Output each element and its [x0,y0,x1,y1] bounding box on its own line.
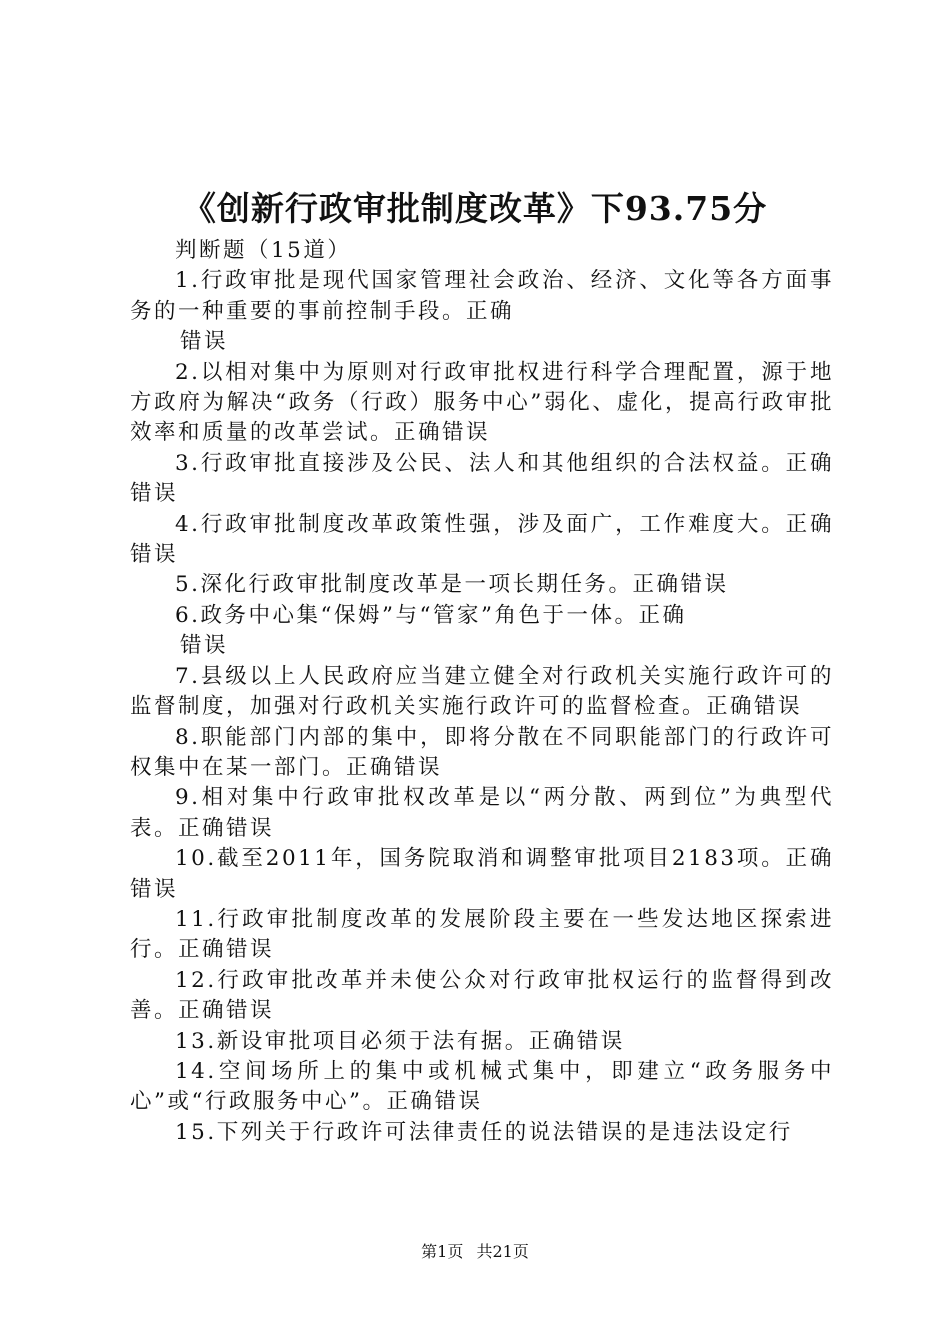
question-paragraph: 8.职能部门内部的集中，即将分散在不同职能部门的行政许可权集中在某一部门。正确错误 [130,724,834,780]
question-list [130,266,834,1148]
question-paragraph: 12.行政审批改革并未使公众对行政审批权运行的监督得到改善。正确错误 [130,967,834,1024]
document-body [130,236,834,1148]
section-heading: 判断题（15道） [175,238,352,263]
question-paragraph: 15.下列关于行政许可法律责任的说法错误的是违法设定行 [175,1119,793,1145]
question-paragraph: 3.行政审批直接涉及公民、法人和其他组织的合法权益。正确错误 [130,450,834,507]
question-paragraph: 6.政务中心集“保姆”与“管家”角色于一体。正确 [175,602,687,628]
question-paragraph: 4.行政审批制度改革政策性强，涉及面广，工作难度大。正确错误 [130,511,834,568]
page-footer [0,1240,950,1264]
question-paragraph: 1.行政审批是现代国家管理社会政治、经济、文化等各方面事务的一种重要的事前控制手段。正确 [130,268,834,324]
question-paragraph: 9.相对集中行政审批权改革是以“两分散、两到位”为典型代表。正确错误 [130,785,834,841]
document-title: 《创新行政审批制度改革》下93.75分 [182,189,768,228]
question-paragraph: 14.空间场所上的集中或机械式集中，即建立“政务服务中心”或“行政服务中心”。正确错误 [130,1058,834,1115]
page-total: 共21页 [476,1242,529,1261]
page-number: 第1页 [421,1242,464,1261]
question-paragraph: 7.县级以上人民政府应当建立健全对行政机关实施行政许可的监督制度，加强对行政机关实施行政许可的监督检查。正确错误 [130,663,834,720]
question-paragraph: 13.新设审批项目必须于法有据。正确错误 [175,1028,625,1054]
question-paragraph: 2.以相对集中为原则对行政审批权进行科学合理配置，源于地方政府为解决“政务（行政）服务中心”弱化、虚化，提高行政审批效率和质量的改革尝试。正确错误 [130,359,834,446]
answer-option-line: 错误 [180,633,229,659]
question-paragraph: 10.截至2011年，国务院取消和调整审批项目2183项。正确错误 [130,846,834,902]
question-paragraph: 5.深化行政审批制度改革是一项长期任务。正确错误 [175,572,729,598]
answer-option-line: 错误 [180,329,229,355]
question-paragraph: 11.行政审批制度改革的发展阶段主要在一些发达地区探索进行。正确错误 [130,906,834,963]
